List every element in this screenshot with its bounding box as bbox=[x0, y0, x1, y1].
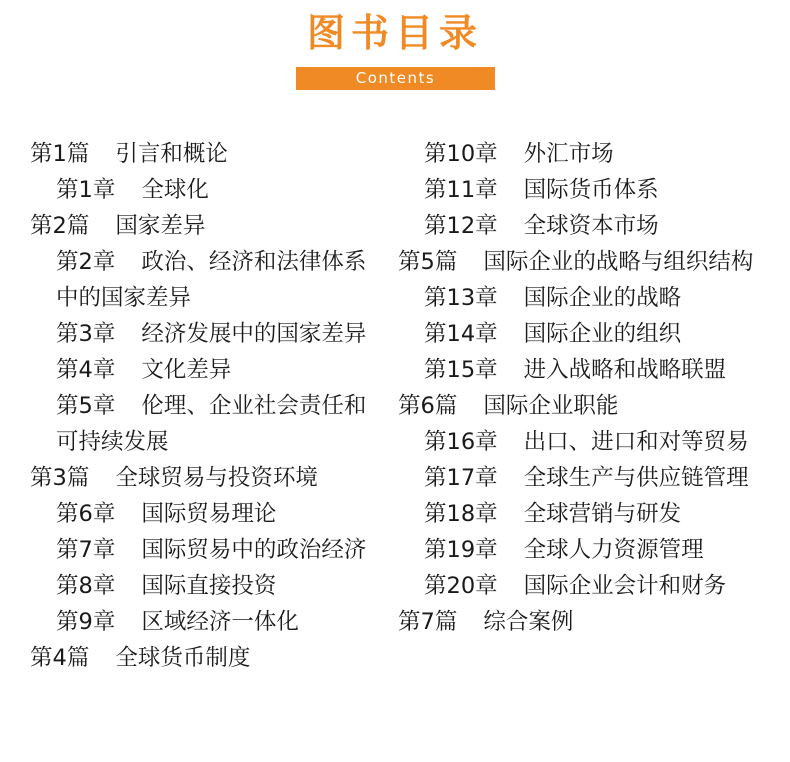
chapter-title: 国际贸易理论 bbox=[141, 501, 277, 527]
toc-chapter-entry bbox=[398, 496, 766, 532]
chapter-number: 第18章 bbox=[424, 501, 498, 527]
toc-chapter-entry bbox=[398, 532, 766, 568]
part-title: 综合案例 bbox=[483, 609, 574, 635]
chapter-number: 第1章 bbox=[56, 177, 116, 203]
chapter-number: 第13章 bbox=[424, 285, 498, 311]
part-title: 引言和概论 bbox=[115, 141, 228, 167]
chapter-title: 国际企业的战略 bbox=[523, 285, 682, 311]
toc-chapter-entry bbox=[30, 316, 375, 352]
part-number: 第1篇 bbox=[30, 141, 90, 167]
toc-chapter-entry bbox=[30, 388, 375, 460]
chapter-title: 国际企业会计和财务 bbox=[523, 573, 727, 599]
part-title: 国际企业职能 bbox=[483, 393, 619, 419]
part-title: 全球货币制度 bbox=[115, 645, 251, 671]
chapter-title: 外汇市场 bbox=[523, 141, 614, 167]
toc-part-entry bbox=[30, 460, 375, 496]
toc-part-entry bbox=[30, 136, 375, 172]
part-number: 第7篇 bbox=[398, 609, 458, 635]
toc-chapter-entry bbox=[30, 532, 375, 568]
part-number: 第6篇 bbox=[398, 393, 458, 419]
toc-part-entry bbox=[398, 244, 766, 280]
chapter-title: 出口、进口和对等贸易 bbox=[523, 429, 749, 455]
part-title: 国际企业的战略与组织结构 bbox=[483, 249, 754, 275]
toc-chapter-entry bbox=[398, 136, 766, 172]
chapter-title: 全球化 bbox=[141, 177, 209, 203]
toc-chapter-entry bbox=[30, 244, 375, 316]
chapter-number: 第14章 bbox=[424, 321, 498, 347]
chapter-number: 第3章 bbox=[56, 321, 116, 347]
chapter-number: 第15章 bbox=[424, 357, 498, 383]
chapter-number: 第5章 bbox=[56, 393, 116, 419]
toc-chapter-entry bbox=[398, 172, 766, 208]
chapter-title: 区域经济一体化 bbox=[141, 609, 299, 635]
chapter-number: 第6章 bbox=[56, 501, 116, 527]
toc-chapter-entry bbox=[30, 568, 375, 604]
toc-part-entry bbox=[398, 604, 766, 640]
chapter-title: 伦理、企业社会责任和可持续发展 bbox=[56, 393, 367, 455]
part-title: 国家差异 bbox=[115, 213, 206, 239]
chapter-title: 文化差异 bbox=[141, 357, 232, 383]
chapter-number: 第4章 bbox=[56, 357, 116, 383]
chapter-title: 国际货币体系 bbox=[523, 177, 659, 203]
toc-chapter-entry bbox=[398, 208, 766, 244]
chapter-title: 经济发展中的国家差异 bbox=[141, 321, 367, 347]
chapter-title: 国际企业的组织 bbox=[523, 321, 682, 347]
toc-part-entry bbox=[398, 388, 766, 424]
part-number: 第2篇 bbox=[30, 213, 90, 239]
chapter-number: 第2章 bbox=[56, 249, 116, 275]
part-number: 第5篇 bbox=[398, 249, 458, 275]
chapter-number: 第16章 bbox=[424, 429, 498, 455]
toc-chapter-entry bbox=[398, 316, 766, 352]
chapter-number: 第12章 bbox=[424, 213, 498, 239]
toc-chapter-entry bbox=[30, 604, 375, 640]
chapter-title: 全球资本市场 bbox=[523, 213, 659, 239]
toc-left-column bbox=[30, 136, 375, 676]
chapter-title: 全球生产与供应链管理 bbox=[523, 465, 749, 491]
chapter-number: 第11章 bbox=[424, 177, 498, 203]
toc-chapter-entry bbox=[30, 352, 375, 388]
chapter-title: 国际直接投资 bbox=[141, 573, 277, 599]
part-number: 第4篇 bbox=[30, 645, 90, 671]
toc-part-entry bbox=[30, 640, 375, 676]
part-number: 第3篇 bbox=[30, 465, 90, 491]
toc-chapter-entry bbox=[30, 496, 375, 532]
toc-part-entry bbox=[30, 208, 375, 244]
chapter-title: 全球人力资源管理 bbox=[523, 537, 704, 563]
chapter-number: 第19章 bbox=[424, 537, 498, 563]
chapter-number: 第9章 bbox=[56, 609, 116, 635]
page-title: 图书目录 bbox=[306, 11, 483, 55]
chapter-number: 第8章 bbox=[56, 573, 116, 599]
toc-chapter-entry bbox=[398, 424, 766, 460]
toc-chapter-entry bbox=[30, 172, 375, 208]
chapter-number: 第10章 bbox=[424, 141, 498, 167]
chapter-number: 第17章 bbox=[424, 465, 498, 491]
chapter-title: 国际贸易中的政治经济 bbox=[141, 537, 367, 563]
chapter-title: 进入战略和战略联盟 bbox=[523, 357, 727, 383]
toc-chapter-entry bbox=[398, 352, 766, 388]
chapter-number: 第20章 bbox=[424, 573, 498, 599]
part-title: 全球贸易与投资环境 bbox=[115, 465, 318, 491]
chapter-title: 政治、经济和法律体系中的国家差异 bbox=[56, 249, 367, 311]
toc-chapter-entry bbox=[398, 460, 766, 496]
contents-banner: Contents bbox=[296, 67, 495, 90]
chapter-title: 全球营销与研发 bbox=[523, 501, 682, 527]
toc-chapter-entry bbox=[398, 280, 766, 316]
toc-chapter-entry bbox=[398, 568, 766, 604]
toc-right-column bbox=[398, 136, 766, 640]
chapter-number: 第7章 bbox=[56, 537, 116, 563]
